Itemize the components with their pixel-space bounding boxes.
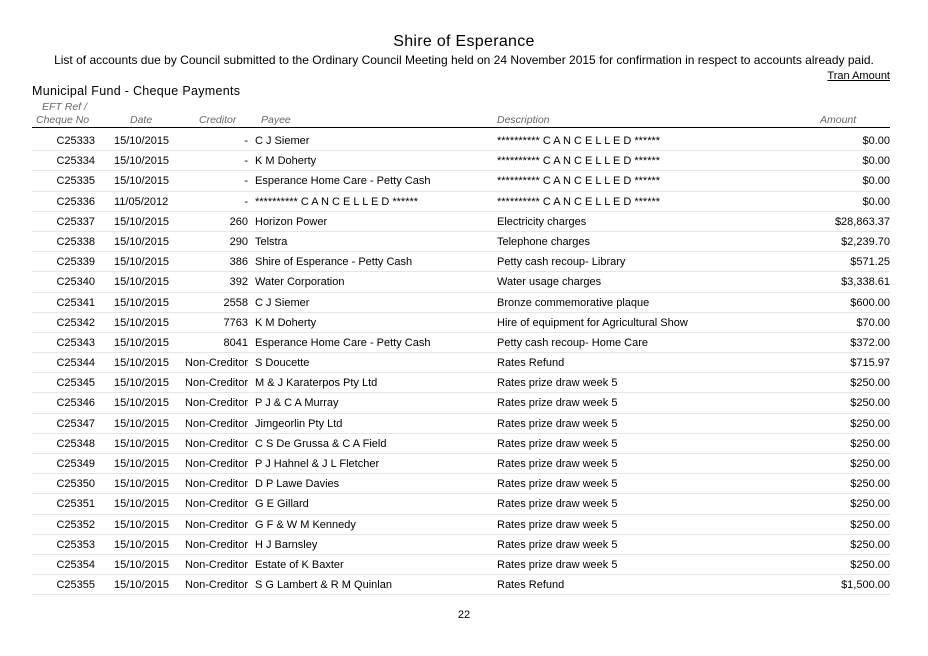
row-divider (32, 594, 890, 595)
payment-date: 15/10/2015 (114, 518, 170, 531)
col-header-payee: Payee (261, 114, 291, 126)
tran-amount-label: Tran Amount (827, 70, 890, 82)
creditor-number: - (244, 175, 248, 188)
creditor-number: Non-Creditor (185, 377, 248, 390)
table-row (0, 313, 928, 333)
payment-description: Rates prize draw week 5 (497, 437, 618, 450)
payment-amount: $250.00 (850, 377, 890, 390)
payment-amount: $3,338.61 (841, 276, 890, 289)
payment-description: ********** C A N C E L L E D ****** (497, 135, 661, 147)
cheque-number: C25346 (56, 397, 95, 410)
creditor-number: Non-Creditor (185, 498, 248, 511)
table-row (0, 575, 928, 595)
payment-date: 15/10/2015 (114, 235, 170, 248)
cheque-number: C25353 (56, 538, 95, 551)
payment-amount: $250.00 (850, 417, 890, 430)
creditor-number: 8041 (223, 336, 248, 349)
page-title: Shire of Esperance (393, 33, 535, 50)
cheque-number: C25355 (56, 579, 95, 592)
payee-name: G E Gillard (255, 498, 309, 511)
payment-description: Rates prize draw week 5 (497, 538, 618, 551)
table-row (0, 171, 928, 191)
payment-amount: $28,863.37 (834, 215, 890, 228)
cheque-number: C25343 (56, 336, 95, 349)
payment-date: 15/10/2015 (114, 135, 170, 147)
payment-amount: $715.97 (850, 357, 890, 370)
payment-description: Bronze commemorative plaque (497, 296, 650, 309)
payment-date: 15/10/2015 (114, 155, 170, 168)
col-header-amount: Amount (820, 114, 857, 126)
cheque-number: C25336 (56, 195, 95, 208)
table-row (0, 272, 928, 292)
payment-description: Rates prize draw week 5 (497, 498, 618, 511)
payment-description: Rates Refund (497, 579, 565, 592)
cheque-number: C25334 (56, 155, 95, 168)
payment-amount: $0.00 (862, 175, 890, 188)
table-row (0, 131, 928, 151)
creditor-number: Non-Creditor (185, 579, 248, 592)
payee-name: S G Lambert & R M Quinlan (255, 579, 392, 592)
cheque-number: C25335 (56, 175, 95, 188)
table-row (0, 515, 928, 535)
creditor-number: Non-Creditor (185, 417, 248, 430)
cheque-number: C25350 (56, 478, 95, 491)
creditor-number: Non-Creditor (185, 437, 248, 450)
payee-name: H J Barnsley (255, 538, 318, 551)
payment-amount: $250.00 (850, 437, 890, 450)
cheque-number: C25348 (56, 437, 95, 450)
cheque-number: C25342 (56, 316, 95, 329)
payee-name: Horizon Power (255, 215, 328, 228)
payment-date: 15/10/2015 (114, 458, 170, 470)
cheque-number: C25338 (56, 235, 95, 248)
cheque-number: C25354 (56, 558, 95, 571)
table-row (0, 414, 928, 434)
payment-date: 15/10/2015 (114, 296, 170, 309)
payment-date: 15/10/2015 (114, 498, 170, 511)
payee-name: Estate of K Baxter (255, 558, 344, 571)
col-header-date: Date (130, 114, 153, 126)
payment-amount: $600.00 (850, 296, 890, 309)
payee-name: Esperance Home Care - Petty Cash (255, 175, 431, 188)
creditor-number: - (244, 155, 248, 168)
payment-amount: $0.00 (862, 155, 890, 168)
table-row (0, 232, 928, 252)
table-row (0, 454, 928, 474)
cheque-number: C25340 (56, 276, 95, 289)
creditor-number: Non-Creditor (185, 478, 248, 491)
col-header-description: Description (497, 114, 550, 126)
payment-amount: $1,500.00 (841, 579, 890, 592)
col-header-eft-ref: EFT Ref / (42, 101, 87, 113)
table-row (0, 151, 928, 171)
payment-description: Rates prize draw week 5 (497, 518, 618, 531)
payment-amount: $250.00 (850, 458, 890, 470)
payee-name: M & J Karaterpos Pty Ltd (255, 377, 378, 390)
table-row (0, 212, 928, 232)
payee-name: P J & C A Murray (255, 397, 339, 410)
payment-description: Petty cash recoup- Library (497, 256, 626, 269)
payment-description: Rates prize draw week 5 (497, 417, 618, 430)
payment-date: 15/10/2015 (114, 538, 170, 551)
creditor-number: 2558 (223, 296, 248, 309)
payment-date: 15/10/2015 (114, 558, 170, 571)
creditor-number: - (244, 195, 248, 208)
payment-date: 15/10/2015 (114, 377, 170, 390)
payment-amount: $571.25 (850, 256, 890, 269)
cheque-number: C25347 (56, 417, 95, 430)
table-row (0, 333, 928, 353)
cheque-number: C25345 (56, 377, 95, 390)
payee-name: Telstra (255, 235, 288, 248)
table-row (0, 393, 928, 413)
table-row (0, 192, 928, 212)
table-row (0, 252, 928, 272)
table-row (0, 373, 928, 393)
payee-name: G F & W M Kennedy (255, 518, 356, 531)
payment-amount: $2,239.70 (841, 235, 890, 248)
table-row (0, 293, 928, 313)
creditor-number: Non-Creditor (185, 357, 248, 370)
creditor-number: Non-Creditor (185, 458, 248, 470)
payee-name: K M Doherty (255, 316, 317, 329)
payment-description: ********** C A N C E L L E D ****** (497, 195, 661, 208)
page-number: 22 (457, 609, 471, 621)
cheque-number: C25351 (56, 498, 95, 511)
payment-date: 15/10/2015 (114, 256, 170, 269)
payment-date: 15/10/2015 (114, 478, 170, 491)
payment-date: 15/10/2015 (114, 397, 170, 410)
creditor-number: 386 (229, 256, 248, 269)
table-row (0, 555, 928, 575)
creditor-number: 392 (229, 276, 248, 289)
cheque-number: C25339 (56, 256, 95, 269)
table-row (0, 535, 928, 555)
payment-amount: $0.00 (862, 135, 890, 147)
creditor-number: Non-Creditor (185, 558, 248, 571)
payment-date: 15/10/2015 (114, 215, 170, 228)
payment-date: 15/10/2015 (114, 276, 170, 289)
payment-amount: $250.00 (850, 558, 890, 571)
payment-description: Telephone charges (497, 235, 590, 248)
payment-amount: $70.00 (856, 316, 890, 329)
payment-description: Water usage charges (497, 276, 602, 289)
payee-name: C S De Grussa & C A Field (255, 437, 387, 450)
table-row (0, 434, 928, 454)
payee-name: C J Siemer (255, 135, 310, 147)
payment-description: Rates prize draw week 5 (497, 458, 618, 470)
cheque-number: C25333 (56, 135, 95, 147)
creditor-number: 260 (229, 215, 248, 228)
payment-description: ********** C A N C E L L E D ****** (497, 175, 661, 188)
cheque-number: C25349 (56, 458, 95, 470)
creditor-number: 7763 (223, 316, 248, 329)
payee-name: Water Corporation (255, 276, 345, 289)
payment-date: 15/10/2015 (114, 579, 170, 592)
payment-date: 15/10/2015 (114, 417, 170, 430)
cheque-number: C25344 (56, 357, 95, 370)
payee-name: K M Doherty (255, 155, 317, 168)
payee-name: P J Hahnel & J L Fletcher (255, 458, 380, 470)
fund-heading: Municipal Fund - Cheque Payments (32, 84, 241, 98)
header-divider (32, 127, 890, 128)
creditor-number: Non-Creditor (185, 518, 248, 531)
payment-date: 11/05/2012 (114, 195, 169, 208)
cheque-number: C25341 (56, 296, 95, 309)
payment-amount: $250.00 (850, 397, 890, 410)
payment-description: Rates prize draw week 5 (497, 478, 618, 491)
table-row (0, 474, 928, 494)
payment-amount: $250.00 (850, 478, 890, 491)
payment-amount: $372.00 (850, 336, 890, 349)
cheque-number: C25352 (56, 518, 95, 531)
payment-description: Hire of equipment for Agricultural Show (497, 316, 688, 329)
payment-amount: $0.00 (862, 195, 890, 208)
payee-name: D P Lawe Davies (255, 478, 340, 491)
payment-description: ********** C A N C E L L E D ****** (497, 155, 661, 168)
payment-date: 15/10/2015 (114, 357, 170, 370)
creditor-number: Non-Creditor (185, 538, 248, 551)
payment-description: Rates prize draw week 5 (497, 397, 618, 410)
payment-date: 15/10/2015 (114, 336, 170, 349)
page-subtitle: List of accounts due by Council submitted to the Ordinary Council Meeting held on 24 November 2015 for confirmation in respect to accounts already paid. (54, 53, 874, 67)
payment-date: 15/10/2015 (114, 175, 170, 188)
payment-description: Rates prize draw week 5 (497, 377, 618, 390)
payment-amount: $250.00 (850, 538, 890, 551)
creditor-number: - (244, 135, 248, 147)
table-row (0, 353, 928, 373)
payment-description: Petty cash recoup- Home Care (497, 336, 649, 349)
payee-name: Esperance Home Care - Petty Cash (255, 336, 431, 349)
payee-name: S Doucette (255, 357, 310, 370)
payee-name: Jimgeorlin Pty Ltd (255, 417, 343, 430)
payment-description: Electricity charges (497, 215, 587, 228)
payment-description: Rates Refund (497, 357, 565, 370)
payee-name: Shire of Esperance - Petty Cash (255, 256, 413, 269)
cheque-number: C25337 (56, 215, 95, 228)
payment-amount: $250.00 (850, 498, 890, 511)
payment-amount: $250.00 (850, 518, 890, 531)
table-row (0, 494, 928, 514)
payee-name: C J Siemer (255, 296, 310, 309)
payment-date: 15/10/2015 (114, 316, 170, 329)
payment-date: 15/10/2015 (114, 437, 170, 450)
creditor-number: Non-Creditor (185, 397, 248, 410)
payment-description: Rates prize draw week 5 (497, 558, 618, 571)
col-header-cheque-no: Cheque No (36, 114, 90, 126)
creditor-number: 290 (229, 235, 248, 248)
payments-table (0, 131, 928, 595)
col-header-creditor: Creditor (199, 114, 237, 126)
payee-name: ********** C A N C E L L E D ****** (255, 195, 419, 208)
